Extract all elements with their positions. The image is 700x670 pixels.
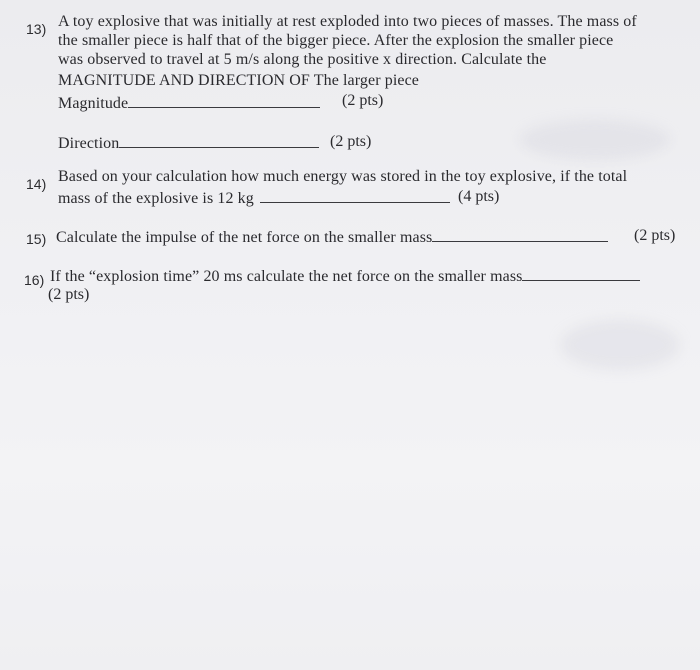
- magnitude-points: (2 pts): [342, 92, 384, 109]
- question-number: 15): [26, 231, 47, 247]
- question-text-line: If the “explosion time” 20 ms calculate the net force on the smaller mass: [50, 268, 523, 285]
- paper-smudge: [520, 120, 670, 160]
- direction-answer-blank[interactable]: [119, 133, 319, 148]
- net-force-answer-blank[interactable]: [522, 266, 640, 281]
- net-force-points: (2 pts): [48, 286, 90, 303]
- question-text-line: Based on your calculation how much energy was stored in the toy explosive, if the total: [58, 168, 628, 185]
- impulse-answer-row: [56, 227, 608, 247]
- question-number: 14): [26, 176, 47, 192]
- magnitude-answer-row: [58, 93, 320, 113]
- paper-smudge: [560, 320, 680, 370]
- magnitude-answer-blank[interactable]: [128, 93, 320, 108]
- net-force-answer-row: [50, 266, 640, 286]
- direction-label: Direction: [58, 135, 120, 152]
- energy-answer-blank[interactable]: [260, 188, 450, 203]
- question-text-line: the smaller piece is half that of the bigger piece. After the explosion the smaller piece: [58, 32, 614, 49]
- question-number: 13): [26, 21, 47, 37]
- energy-answer-row: [58, 188, 450, 208]
- impulse-points: (2 pts): [634, 227, 676, 244]
- question-text-line: A toy explosive that was initially at rest exploded into two pieces of masses. The mass of: [58, 13, 637, 30]
- question-text-line: Calculate the impulse of the net force on the smaller mass: [56, 229, 433, 246]
- question-number: 16): [24, 272, 45, 288]
- question-text-line: MAGNITUDE AND DIRECTION OF The larger piece: [58, 72, 419, 89]
- direction-answer-row: [58, 133, 319, 153]
- question-text-line: mass of the explosive is 12 kg: [58, 190, 254, 207]
- energy-points: (4 pts): [458, 188, 500, 205]
- question-text-line: was observed to travel at 5 m/s along the positive x direction. Calculate the: [58, 51, 547, 68]
- impulse-answer-blank[interactable]: [432, 227, 608, 242]
- direction-points: (2 pts): [330, 133, 372, 150]
- magnitude-label: Magnitude: [58, 95, 129, 112]
